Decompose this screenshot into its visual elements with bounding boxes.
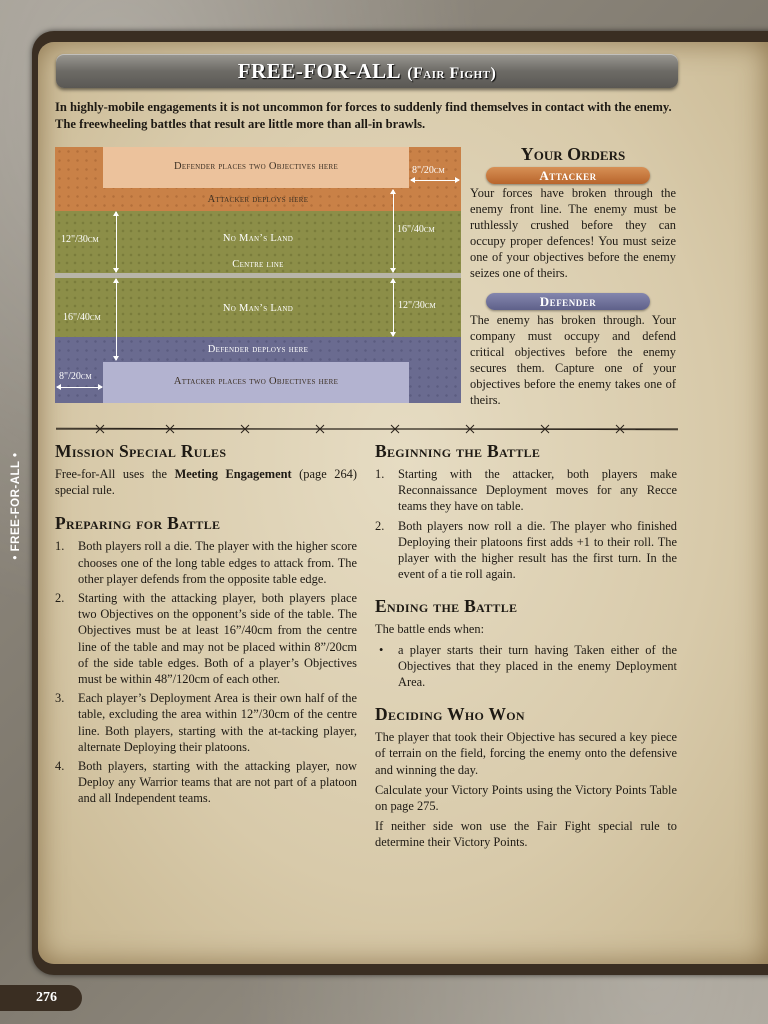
measure-left-upper: 12"/30cm	[61, 234, 99, 245]
right-column	[375, 440, 677, 855]
list-item	[375, 518, 677, 583]
mission-rules-post: (page 264) special rule.	[55, 467, 358, 498]
mission-rules-pre: Free-for-All uses the	[55, 467, 175, 481]
list-item	[375, 642, 677, 691]
page-title-banner	[56, 54, 678, 88]
list-item	[55, 690, 357, 755]
barbed-wire-divider	[56, 424, 678, 434]
attacker-deploys-label: Attacker deploys here	[207, 194, 309, 205]
defender-objectives-label: Defender places two Objectives here	[173, 161, 339, 172]
left-column	[55, 440, 357, 810]
arrow-right-upper	[393, 190, 394, 272]
ending-intro: The battle ends when:	[375, 622, 485, 637]
deciding-paragraph: Calculate your Victory Points using the Victory Points Table on page 275.	[375, 782, 677, 814]
attacker-orders-text: Your forces have broken through the enemy front line. The enemy must be ruthlessly crushed before they can occupy proper defences! You must seize one of your objectives before the enemy seizes one of theirs.	[470, 186, 676, 280]
defender-deploys-label: Defender deploys here	[207, 344, 309, 355]
arrow-right-lower	[393, 279, 394, 336]
list-text: Starting with the attacking player, both players place two Objectives on the opponent’s side of the table. The Objectives must be at least 16”/40cm from the centre line of the table and may not be placed within 8”/20cm of the side table edges. Both of a player’s Objectives must be within 48”/120cm of each other.	[78, 591, 357, 687]
intro-paragraph: In highly-mobile engagements it is not uncommon for forces to suddenly find themselves in contact with the enemy. The freewheeling battles that result are little more than all-in brawls.	[55, 100, 672, 131]
list-text: Each player’s Deployment Area is their own half of the table, excluding the area within 12”/30cm of the centre line. Both players, starting with the at-tacking player, alternate Deploying their platoons.	[78, 691, 357, 754]
deciding-heading: Deciding Who Won	[375, 704, 525, 725]
list-number: 1.	[55, 539, 65, 554]
deciding-paragraph: The player that took their Objective has secured a key piece of terrain on the field, forcing the enemy onto the defensive and winning the day.	[375, 730, 677, 777]
list-text: Both players, starting with the attacking player, now Deploy any Warrior teams that are not part of a platoon and all Independent teams.	[78, 759, 357, 806]
deciding-paragraph: If neither side won use the Fair Fight special rule to determine their Victory Points.	[375, 819, 677, 850]
centre-line-label: Centre line	[232, 259, 284, 270]
orders-heading: Your Orders	[520, 144, 626, 164]
arrow-top-right	[411, 180, 459, 181]
page-title: FREE-FOR-ALL	[237, 59, 402, 83]
sidebar-label: • FREE-FOR-ALL •	[10, 452, 22, 560]
beginning-heading: Beginning the Battle	[375, 441, 541, 461]
list-text: Both players roll a die. The player with the higher score chooses one of the long table edges to attack from. The other player defends from the opposite table edge.	[78, 539, 357, 586]
list-item	[375, 466, 677, 515]
list-text: Both players now roll a die. The player who finished Deploying their platoons first adds +1 to their roll. The player with the higher result has the first turn. In the event of a tie roll again.	[398, 518, 677, 582]
measure-bottom-left: 8"/20cm	[59, 371, 92, 382]
arrow-left-lower	[116, 279, 117, 360]
list-item	[55, 538, 357, 587]
deployment-map	[55, 147, 461, 403]
preparing-heading: Preparing for Battle	[55, 513, 221, 534]
list-text: Starting with the attacker, both players make Reconnaissance Deployment moves for any Recce teams they have on table.	[398, 467, 677, 514]
section-sidebar-tab	[6, 440, 26, 580]
list-number: 4.	[55, 759, 65, 774]
defender-orders-text: The enemy has broken through. Your company must occupy and defend critical objectives before the enemy secures them. Capture one of your objectives before the enemy takes one of theirs.	[470, 313, 676, 407]
list-number: 3.	[55, 691, 65, 706]
page-number: 276	[0, 985, 82, 1011]
page-subtitle: (Fair Fight)	[407, 65, 497, 82]
ending-heading: Ending the Battle	[375, 596, 518, 617]
no-mans-land-top-label: No Man’s Land	[222, 233, 294, 244]
no-mans-land-bottom-label: No Man’s Land	[222, 303, 294, 314]
list-number: 2.	[55, 591, 65, 606]
attacker-label: Attacker	[486, 167, 650, 184]
mission-rules-text	[55, 466, 357, 498]
mission-rules-heading: Mission Special Rules	[55, 441, 227, 461]
list-item	[55, 590, 357, 687]
meeting-engagement-rule: Meeting Engagement	[174, 467, 292, 481]
arrow-left-upper	[116, 212, 117, 272]
bullet-icon: •	[379, 642, 384, 657]
arrow-bottom-left	[57, 387, 102, 388]
list-number: 2.	[375, 518, 385, 533]
defender-label: Defender	[486, 293, 650, 310]
list-number: 1.	[375, 467, 385, 481]
list-item	[55, 758, 357, 807]
measure-left-lower: 16"/40cm	[63, 312, 101, 323]
measure-right-upper: 16"/40cm	[397, 224, 435, 235]
attacker-objectives-label: Attacker places two Objectives here	[173, 376, 339, 387]
measure-top-right: 8"/20cm	[412, 165, 445, 176]
measure-right-lower: 12"/30cm	[398, 300, 436, 311]
list-text: a player starts their turn having Taken either of the Objectives that they placed in the enemy Deployment Area.	[398, 642, 677, 690]
